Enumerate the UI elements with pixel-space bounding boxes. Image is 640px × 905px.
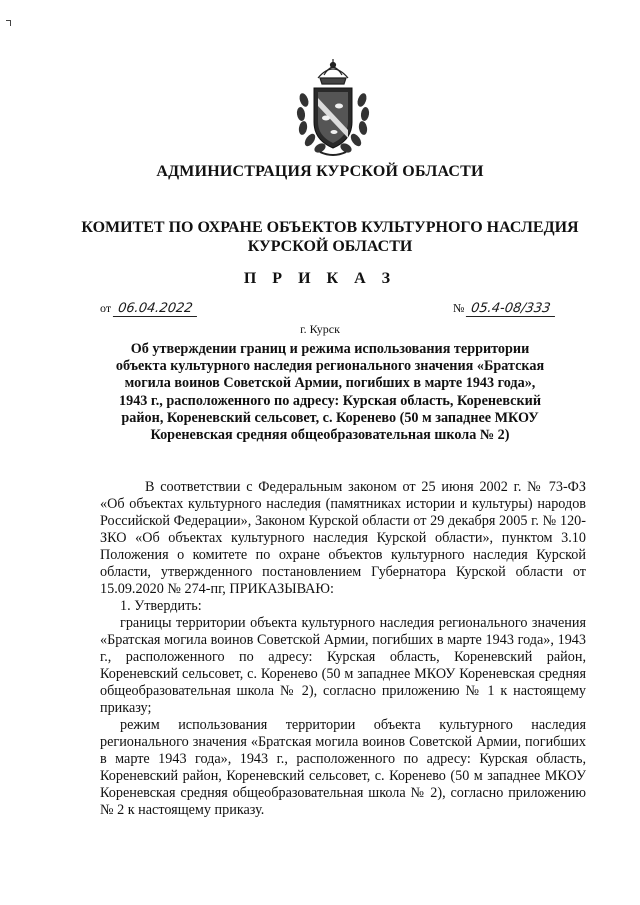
kursk-coat-of-arms-icon xyxy=(290,56,376,160)
document-type: П Р И К А З xyxy=(243,270,397,287)
body-paragraph-regime: режим использования территории объекта культурного наследия регионального значения «Братская могила воинов Советской Армии, погибших в марте 1943 года», 1943 г., расположенного по адресу: Курская область, Кореневский район, Кореневский сельсовет, с. Коренево (50 м западнее МКОУ Кореневская средняя общеобразовательная школа № 2), согласно приложению № 2 к настоящему приказу. xyxy=(100,717,586,818)
organization-title: АДМИНИСТРАЦИЯ КУРСКОЙ ОБЛАСТИ xyxy=(156,163,484,180)
date-value: 06.04.2022 xyxy=(113,301,200,317)
body-paragraph-preamble: В соответствии с Федеральным законом от 25 июня 2002 г. № 73-ФЗ «Об объектах культурного наследия (памятниках истории и культуры) народов Российской Федерации», Законом Курской области от 29 декабря 2005 г. № 120-ЗКО «Об объектах культурного наследия Курской области», пунктом 3.10 Положения о комитете по охране объектов культурного наследия Курской области, утвержденного постановлением Губернатора Курской области от 15.09.2020 № 274-пг, ПРИКАЗЫВАЮ: xyxy=(100,479,586,597)
title-line: объекта культурного наследия регионального значения «Братская xyxy=(115,358,545,375)
body-paragraph-boundaries: границы территории объекта культурного наследия регионального значения «Братская могила воинов Советской Армии, погибших в марте 1943 года», 1943 г., расположенного по адресу: Курская область, Кореневский район, Кореневский сельсовет, с. Коренево (50 м западнее МКОУ Кореневская средняя общеобразовательная школа № 2), согласно приложению № 1 к настоящему приказу; xyxy=(100,615,586,716)
title-line: 1943 г., расположенного по адресу: Курская область, Кореневский xyxy=(119,392,541,409)
title-line: могила воинов Советской Армии, погибших в марте 1943 года», xyxy=(124,375,536,392)
title-line: район, Кореневский сельсовет, с. Коренево (50 м западнее МКОУ xyxy=(121,409,539,426)
title-line: Об утверждении границ и режима использования территории xyxy=(130,341,530,357)
title-line: Кореневская средняя общеобразовательная школа № 2) xyxy=(150,427,510,444)
committee-title-line: КОМИТЕТ ПО ОХРАНЕ ОБЪЕКТОВ КУЛЬТУРНОГО НАСЛЕДИЯ xyxy=(81,219,579,236)
body-item-approve: 1. Утвердить: xyxy=(120,598,202,614)
committee-title-line: КУРСКОЙ ОБЛАСТИ xyxy=(247,238,413,255)
number-value: 05.4-08/333 xyxy=(466,301,558,317)
committee-title xyxy=(60,218,600,256)
order-number xyxy=(453,301,557,317)
order-body xyxy=(100,479,586,819)
number-prefix: № xyxy=(453,301,465,315)
order-title xyxy=(90,341,570,444)
date-prefix: от xyxy=(100,301,112,315)
city-label: г. Курск xyxy=(300,322,340,336)
scan-corner-mark xyxy=(6,20,11,26)
order-date xyxy=(100,301,199,317)
